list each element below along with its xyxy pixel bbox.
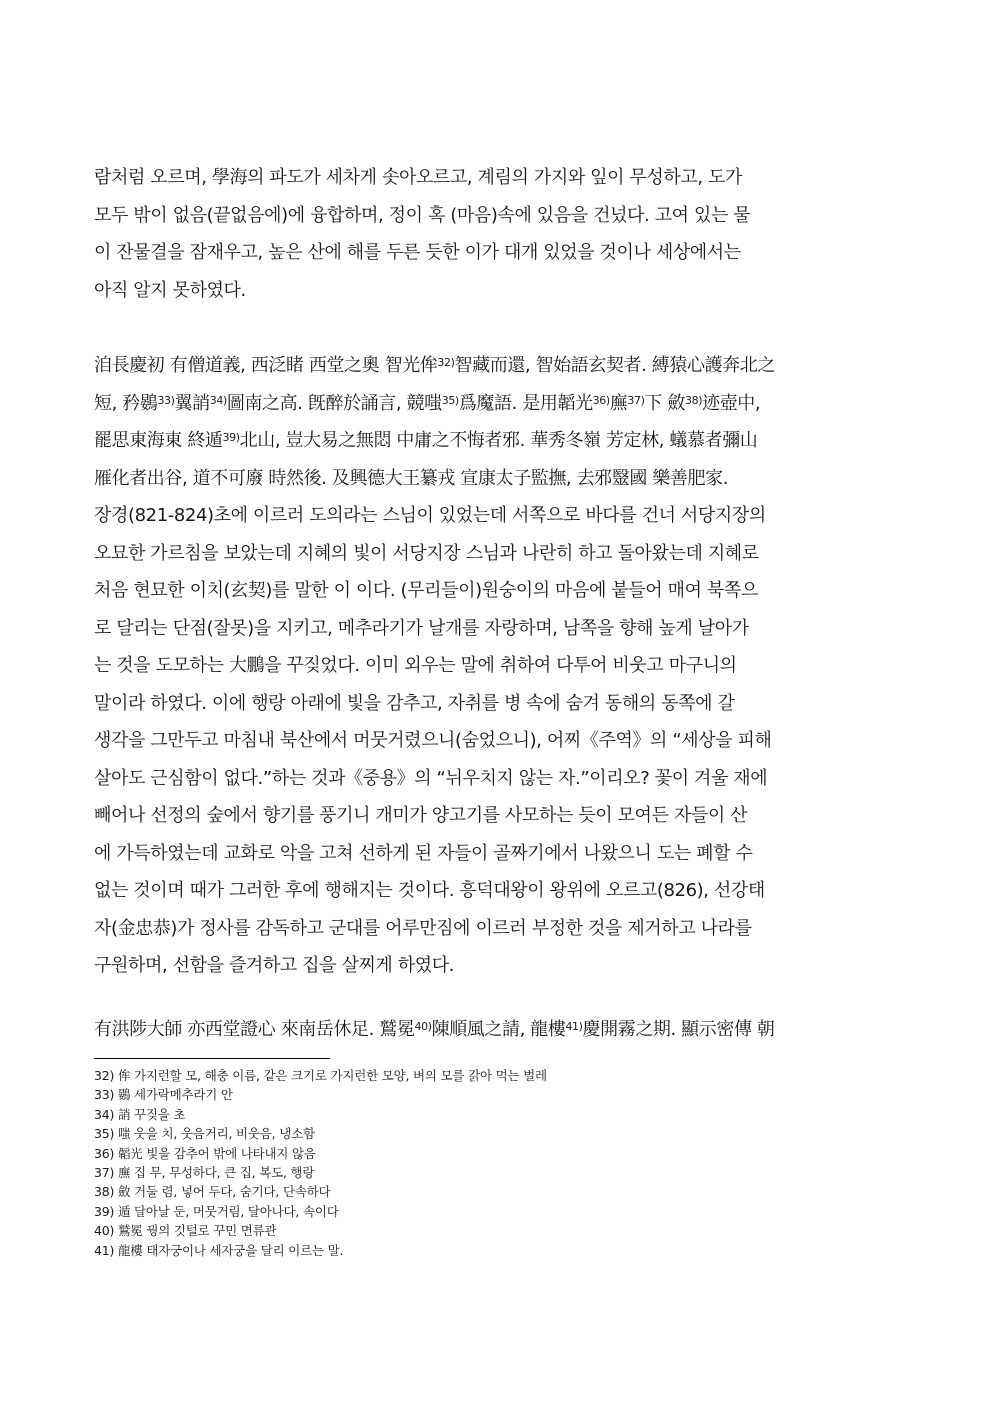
text-line: 모두 밖이 없음(끝없음에)에 융합하며, 정이 혹 (마음)속에 있음을 건넜다. 고여 있는 물	[94, 204, 751, 226]
footnote-ref: 39)	[222, 431, 240, 444]
footnote-item: 32) 侔 가지런할 모, 해충 이름, 같은 크기로 가지런한 모양, 벼의 모를 갉아 먹는 벌레	[94, 1068, 547, 1083]
text-line: 장경(821-824)초에 이르러 도의라는 스님이 있었는데 서쪽으로 바다를 건너 서당지장의	[94, 505, 766, 526]
text-line: 에 가득하였는데 교화로 악을 고쳐 선하게 된 자들이 골짜기에서 나왔으니 도는 폐할 수	[94, 842, 753, 864]
text-line	[94, 460, 898, 498]
footnote-ref: 34)	[209, 393, 227, 407]
text-line	[94, 1011, 898, 1049]
footnote-item: 34) 誚 꾸짖을 초	[94, 1106, 186, 1122]
text-line: 람처럼 오르며, 學海의 파도가 세차게 솟아오르고, 계림의 가지와 잎이 무성하고, 도가	[94, 167, 742, 188]
text-line: 는 것을 도모하는 大鵬을 꾸짖었다. 이미 외우는 말에 취하여 다투어 비웃고 마구니의	[94, 655, 737, 676]
text-run: 慶開霧之期. 顯示密傳 朝	[582, 1019, 775, 1040]
text-run: 陳順風之請, 龍樓	[431, 1019, 566, 1040]
text-run: 罷思東海東 終遁	[94, 430, 223, 451]
text-run: 爲魔語. 是用韜光	[458, 392, 593, 414]
text-line: 살아도 근심함이 없다.”하는 것과《중용》의 “뉘우치지 않는 자.”이리오? 꽃이 겨울 재에	[94, 767, 768, 789]
footnote-ref: 33)	[157, 393, 175, 407]
footnotes	[94, 1066, 894, 1260]
footnote-item: 36) 韜光 빛을 감추어 밖에 나타내지 않음	[94, 1145, 316, 1161]
text-line	[94, 422, 898, 460]
text-line: 없는 것이며 때가 그러한 후에 행해지는 것이다. 흥덕대왕이 왕위에 오르고(826), 선강태	[94, 880, 765, 901]
text-run: 洎長慶初 有僧道義, 西泛睹 西堂之奧 智光侔	[94, 355, 438, 376]
text-line: 오묘한 가르침을 보았는데 지혜의 빛이 서당지장 스님과 나란히 하고 돌아왔는데 지혜로	[94, 542, 759, 564]
text-line: 아직 알지 못하였다.	[94, 279, 246, 301]
footnote-item: 37) 廡 집 무, 무성하다, 큰 집, 복도, 행랑	[94, 1165, 315, 1181]
footnote-item: 38) 斂 거둘 렴, 넣어 두다, 숨기다, 단속하다	[94, 1184, 331, 1200]
footnote-ref: 40)	[414, 1020, 432, 1033]
text-run: 廡	[609, 392, 628, 414]
text-run: 迹壺中,	[702, 392, 761, 414]
classical-chinese-paragraph	[94, 347, 898, 497]
classical-chinese-paragraph-2	[94, 1011, 898, 1049]
text-run: 翼誚	[174, 392, 210, 414]
text-run: 有洪陟大師 亦西堂證心 來南岳休足. 鷲冕	[94, 1019, 415, 1040]
footnote-ref: 36)	[592, 393, 610, 407]
footnote-item: 33) 鷃 세가락메추라기 안	[94, 1087, 233, 1103]
text-line: 구원하며, 선함을 즐겨하고 집을 살찌게 하였다.	[94, 955, 455, 976]
footnote-item: 39) 遁 달아날 둔, 머뭇거림, 달아나다, 속이다	[94, 1203, 339, 1219]
footnote-item: 40) 鷲冕 꿩의 깃털로 꾸민 면류관	[94, 1223, 277, 1239]
footnote-item: 41) 龍樓 태자궁이나 세자궁을 달리 이르는 말.	[94, 1242, 344, 1258]
text-run: 雁化者出谷, 道不可廢 時然後. 及興德大王纂戎 宣康太子監撫, 去邪毉國 樂善肥家.	[94, 467, 729, 489]
footnote-ref: 35)	[441, 393, 459, 407]
text-run: 圖南之高. 旣醉於誦言, 競嗤	[226, 392, 442, 414]
text-line: 빼어나 선정의 숲에서 향기를 풍기니 개미가 양고기를 사모하는 듯이 모여든 자들이 산	[94, 805, 748, 826]
text-line	[94, 385, 898, 423]
footnote-ref: 38)	[685, 393, 703, 407]
text-line: 로 달리는 단점(잘못)을 지키고, 메추라기가 날개를 자랑하며, 남쪽을 향해 높게 날아가	[94, 617, 749, 639]
footnote-divider	[94, 1058, 330, 1059]
text-run: 短, 矜鷃	[94, 392, 158, 414]
footnote-ref: 32)	[437, 356, 455, 369]
text-line	[94, 347, 898, 385]
text-line: 생각을 그만두고 마침내 북산에서 머뭇거렸으니(숨었으니), 어찌《주역》의 “세상을 피해	[94, 730, 772, 751]
korean-translation-paragraph	[94, 497, 898, 985]
text-line: 이 잔물결을 잠재우고, 높은 산에 해를 두른 듯한 이가 대개 있었을 것이나 세상에서는	[94, 242, 741, 263]
text-run: 下 斂	[644, 392, 685, 414]
text-run: 北山, 豈大易之無悶 中庸之不悔者邪. 華秀冬嶺 芳定林, 蟻慕者彌山	[239, 430, 758, 451]
footnote-ref: 41)	[565, 1020, 583, 1033]
text-line: 자(金忠恭)가 정사를 감독하고 군대를 어루만짐에 이르러 부정한 것을 제거하고 나라를	[94, 917, 752, 939]
text-line: 말이라 하였다. 이에 행랑 아래에 빛을 감추고, 자취를 병 속에 숨겨 동해의 동쪽에 갈	[94, 692, 735, 714]
footnote-item: 35) 嗤 웃을 치, 웃음거리, 비웃음, 냉소함	[94, 1126, 315, 1142]
text-run: 智藏而還, 智始語玄契者. 縛猿心護奔北之	[454, 355, 776, 376]
text-line: 처음 현묘한 이치(玄契)를 말한 이 이다. (무리들이)원숭이의 마음에 붙들어 매여 북쪽으	[94, 580, 758, 601]
footnote-ref: 37)	[627, 393, 645, 407]
korean-paragraph-continued	[94, 159, 898, 309]
